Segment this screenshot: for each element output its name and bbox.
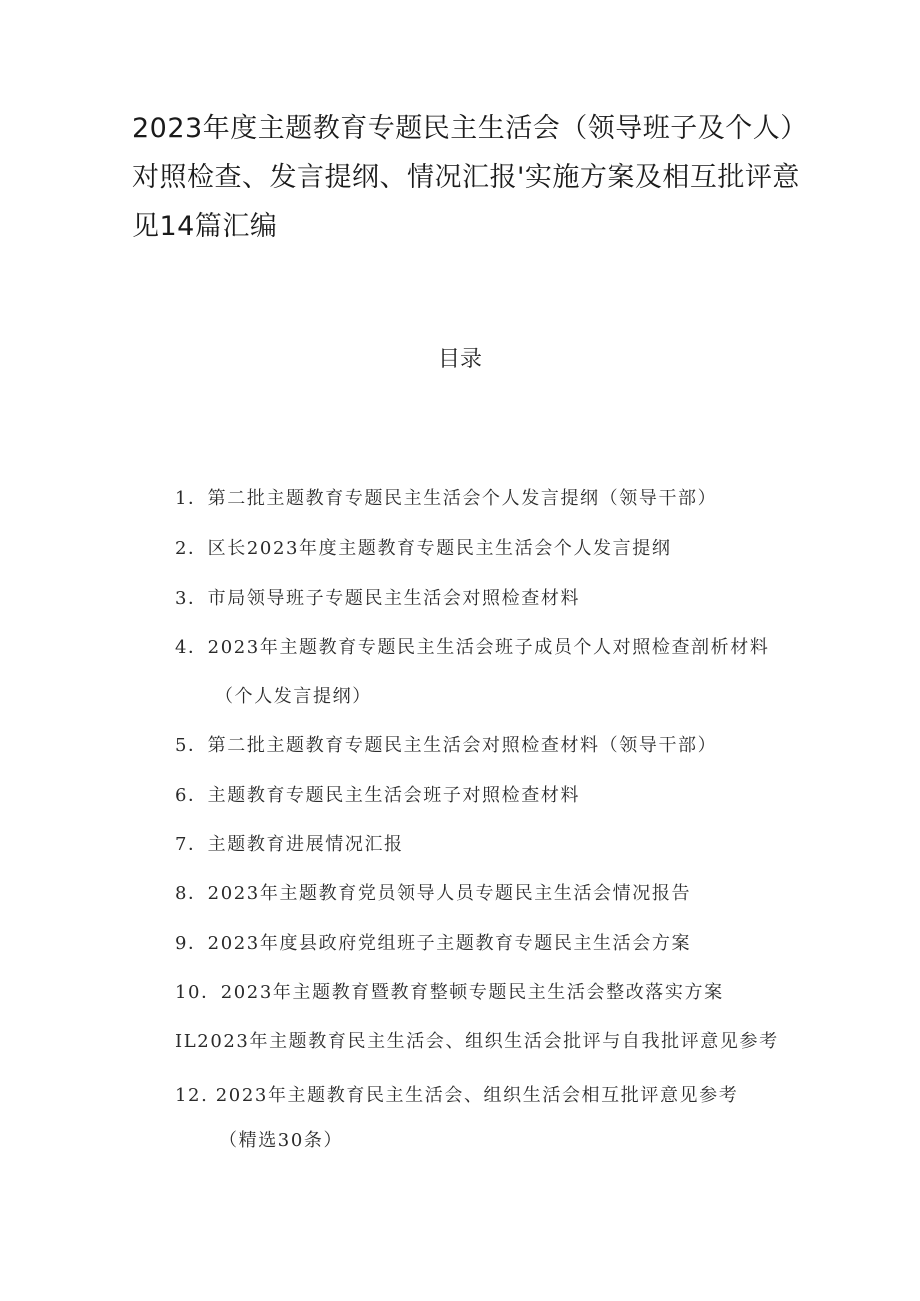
toc-item-5: 5．第二批主题教育专题民主生活会对照检查材料（领导干部） [175, 735, 718, 756]
toc-item-4: 4．2023年主题教育专题民主生活会班子成员个人对照检查剖析材料 [175, 637, 770, 658]
toc-item-4-continuation: （个人发言提纲） [215, 686, 372, 707]
toc-item-9: 9．2023年度县政府党组班子主题教育专题民主生活会方案 [175, 933, 692, 954]
toc-heading: 目录 [437, 347, 482, 372]
toc-item-12: 12. 2023年主题教育民主生活会、组织生活会相互批评意见参考 [175, 1085, 739, 1106]
toc-item-11: IL2023年主题教育民主生活会、组织生活会批评与自我批评意见参考 [175, 1031, 779, 1052]
toc-item-1: 1．第二批主题教育专题民主生活会个人发言提纲（领导干部） [175, 488, 718, 509]
toc-item-2: 2．区长2023年度主题教育专题民主生活会个人发言提纲 [175, 538, 672, 559]
toc-item-7: 7．主题教育进展情况汇报 [175, 834, 404, 855]
document-title: 2023年度主题教育专题民主生活会（领导班子及个人）对照检查、发言提纲、情况汇报'实施方案及相互批评意见14篇汇编 [132, 113, 808, 242]
toc-item-8: 8．2023年主题教育党员领导人员专题民主生活会情况报告 [175, 883, 692, 904]
toc-item-10: 10．2023年主题教育暨教育整顿专题民主生活会整改落实方案 [175, 982, 724, 1003]
toc-item-3: 3．市局领导班子专题民主生活会对照检查材料 [175, 588, 581, 609]
toc-item-6: 6．主题教育专题民主生活会班子对照检查材料 [175, 785, 581, 806]
toc-item-12-continuation: （精选30条） [219, 1130, 344, 1151]
